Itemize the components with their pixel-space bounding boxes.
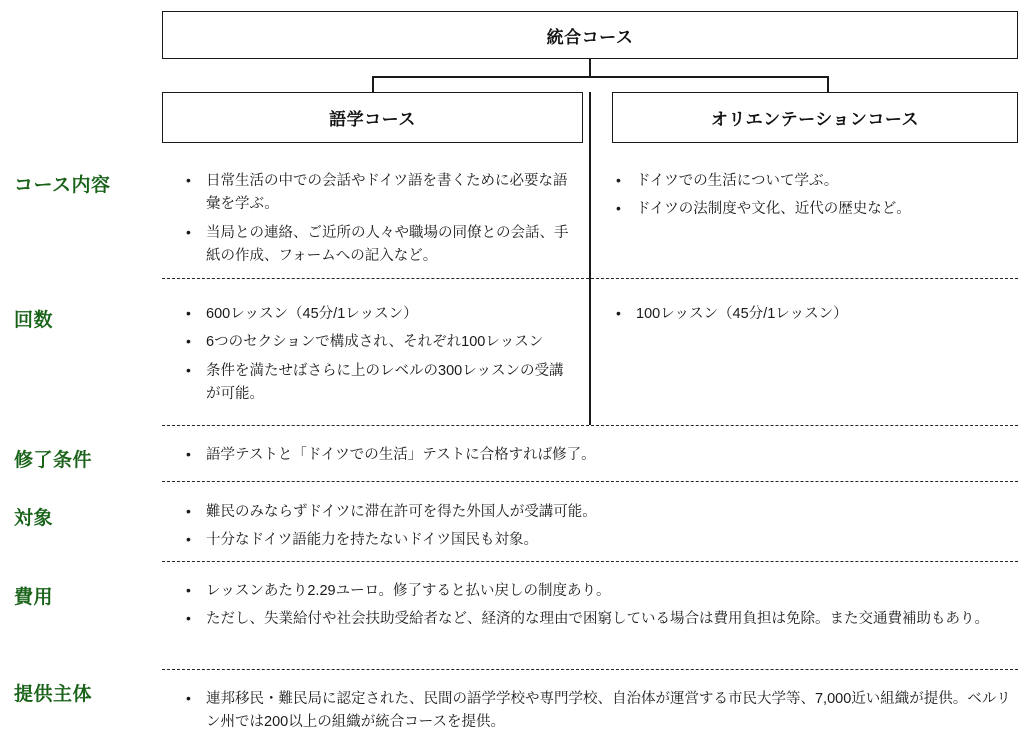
row-content-providers xyxy=(182,688,1012,735)
list-item: • 語学テストと「ドイツでの生活」テストに合格すれば修了。 xyxy=(182,444,1012,467)
row-content-target-audience xyxy=(182,501,1012,553)
list-item: • 連邦移民・難民局に認定された、民間の語学学校や専門学校、自治体が運営する市民大学等、7,000近い組織が提供。ベルリン州では200以上の組織が統合コースを提供。 xyxy=(182,688,1012,735)
list-item: • 難民のみならずドイツに滞在許可を得た外国人が受講可能。 xyxy=(182,501,1012,524)
row-label-lesson-count: 回数 xyxy=(14,310,54,331)
row-separator-4 xyxy=(162,561,1018,562)
row-content-course-content-language xyxy=(182,170,574,269)
row-label-target-audience: 対象 xyxy=(14,508,54,529)
hierarchy-box-root: 統合コース xyxy=(162,11,1018,59)
list-item: • 当局との連絡、ご近所の人々や職場の同僚との会話、手紙の作成、フォームへの記入など。 xyxy=(182,222,574,269)
row-label-completion-requirements: 修了条件 xyxy=(14,450,93,471)
row-content-lesson-count-orientation xyxy=(612,303,1012,326)
row-separator-1 xyxy=(162,278,1018,279)
row-content-course-content-orientation xyxy=(612,170,1012,222)
row-separator-3 xyxy=(162,481,1018,482)
connector-horizontal-bar xyxy=(372,76,828,78)
list-item: • 十分なドイツ語能力を持たないドイツ国民も対象。 xyxy=(182,529,1012,552)
list-item: • 600レッスン（45分/1レッスン） xyxy=(182,303,574,326)
hierarchy-box-orientation-course: オリエンテーションコース xyxy=(612,92,1018,143)
connector-to-orientation-box xyxy=(827,76,829,92)
row-content-completion-requirements xyxy=(182,444,1012,467)
list-item: • 100レッスン（45分/1レッスン） xyxy=(612,303,1012,326)
row-separator-5 xyxy=(162,669,1018,670)
list-item: • レッスンあたり2.29ユーロ。修了すると払い戻しの制度あり。 xyxy=(182,580,1012,603)
column-divider-line xyxy=(589,92,591,425)
connector-root-stub xyxy=(589,59,591,77)
list-item: • 条件を満たせばさらに上のレベルの300レッスンの受講が可能。 xyxy=(182,360,574,407)
hierarchy-box-language-course: 語学コース xyxy=(162,92,583,143)
row-label-providers: 提供主体 xyxy=(14,684,93,705)
row-separator-2 xyxy=(162,425,1018,426)
list-item: • 6つのセクションで構成され、それぞれ100レッスン xyxy=(182,331,574,354)
row-label-course-content: コース内容 xyxy=(14,175,111,196)
connector-to-language-box xyxy=(372,76,374,92)
list-item: • 日常生活の中での会話やドイツ語を書くために必要な語彙を学ぶ。 xyxy=(182,170,574,217)
row-content-lesson-count-language xyxy=(182,303,574,407)
list-item: • ただし、失業給付や社会扶助受給者など、経済的な理由で困窮している場合は費用負担は免除。また交通費補助もあり。 xyxy=(182,608,1012,631)
list-item: • ドイツでの生活について学ぶ。 xyxy=(612,170,1012,193)
row-content-cost xyxy=(182,580,1012,632)
row-label-cost: 費用 xyxy=(14,587,54,608)
list-item: • ドイツの法制度や文化、近代の歴史など。 xyxy=(612,198,1012,221)
